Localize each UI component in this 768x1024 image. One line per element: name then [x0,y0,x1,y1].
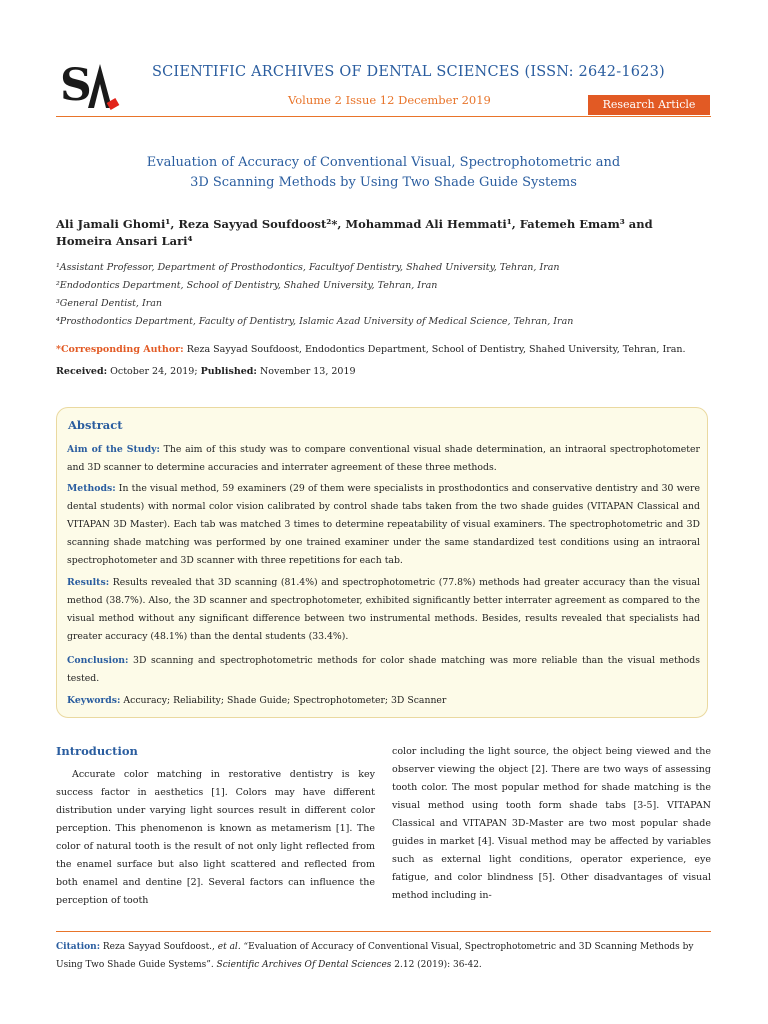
section-heading-introduction: Introduction [56,744,138,758]
abstract-conclusion [67,652,700,688]
abstract-keywords [67,692,700,710]
conclusion-text: 3D scanning and spectrophotometric methods for color shade matching was more reliable than the visual methods tested. [67,655,700,684]
abstract-methods [67,480,700,570]
abstract-aim [67,441,700,477]
methods-text: In the visual method, 59 examiners (29 of them were specialists in prosthodontics and conservative dentistry and 30 were dental students) with normal color vision calibrated by control shade tabs taken from the two shade guides (VITAPAN Classical and VITAPAN 3D Master). Each tab was matched 3 times to determine repeatability of visual examiners. The spectrophotometric and 3D scanning shade matching was performed by one trained examiner under the same standardized test conditions using an intraoral spectrophotometer and 3D scanner with three repetitions for each tab. [67,483,700,566]
article-type-badge: Research Article [588,95,710,115]
citation-label: Citation: [56,942,101,952]
published-date: November 13, 2019 [256,366,356,377]
methods-label: Methods: [67,483,116,494]
aim-text: The aim of this study was to compare conventional visual shade determination, an intraoral spectrophotometer and 3D scanner to determine accuracies and interrater agreement of these three methods. [67,444,700,473]
citation-authors: Reza Sayyad Soufdoost., [100,942,218,952]
author-list: Ali Jamali Ghomi¹, Reza Sayyad Soufdoost²*, Mohammad Ali Hemmati¹, Fatemeh Emam³ and Homeira Ansari Lari⁴ [56,217,653,248]
results-label: Results: [67,577,110,588]
citation-etal: et al. [217,942,241,952]
corresponding-author [56,344,716,355]
corresponding-label: *Corresponding Author: [56,344,184,355]
citation-journal: Scientific Archives Of Dental Sciences [216,960,392,970]
received-date: October 24, 2019; [107,366,201,377]
affiliation: ³General Dentist, Iran [56,298,163,309]
header-divider [56,116,711,117]
published-label: Published: [200,366,257,377]
paper-title-line: 3D Scanning Methods by Using Two Shade Guide Systems [190,175,577,190]
svg-text:S: S [60,60,92,111]
citation [56,938,716,974]
conclusion-label: Conclusion: [67,655,129,666]
footer-divider [56,931,711,932]
keywords-label: Keywords: [67,695,121,706]
citation-reference: 2.12 (2019): 36-42. [391,960,482,970]
keywords-text: Accuracy; Reliability; Shade Guide; Spectrophotometer; 3D Scanner [120,695,447,706]
paper-title-line: Evaluation of Accuracy of Conventional Visual, Spectrophotometric and [146,155,621,170]
affiliations [56,262,711,334]
corresponding-text: Reza Sayyad Soufdoost, Endodontics Department, School of Dentistry, Shahed University, Tehran, Iran. [183,344,686,355]
paper-title [56,153,711,193]
abstract-heading: Abstract [68,418,123,432]
affiliation: ¹Assistant Professor, Department of Prosthodontics, Facultyof Dentistry, Shahed University, Tehran, Iran [56,262,560,273]
received-label: Received: [56,366,108,377]
journal-title: SCIENTIFIC ARCHIVES OF DENTAL SCIENCES (ISSN: 2642-1623) [152,64,665,80]
citation-title: “Evaluation of Accuracy of Conventional Visual, Spectrophotometric and 3D Scanning Methods by Using Two Shade Guide Systems”. [56,942,694,970]
results-text: Results revealed that 3D scanning (81.4%) and spectrophotometric (77.8%) methods had greater accuracy than the visual method (38.7%). Also, the 3D scanner and spectrophotometer, exhibited significantly better interrater agreement as compared to the visual method without any significant difference between two instrumental methods. Besides, results revealed that specialists had greater accuracy (48.1%) than the dental students (33.4%). [67,577,700,642]
aim-label: Aim of the Study: [67,444,160,455]
affiliation: ⁴Prosthodontics Department, Faculty of Dentistry, Islamic Azad University of Medical Science, Tehran, Iran [56,316,574,327]
abstract-results [67,574,700,646]
volume-issue: Volume 2 Issue 12 December 2019 [288,93,491,107]
body-column-right: color including the light source, the object being viewed and the observer viewing the object [2]. There are two ways of assessing tooth color. The most popular method for shade matching is the visual method using tooth form shade tabs [3-5]. VITAPAN Classical and VITAPAN 3D-Master are two most popular shade guides in market [4]. Visual method may be affected by variables such as external light conditions, operator experience, eye fatigue, and color blindness [5]. Other disadvantages of visual method including in- [392,746,711,901]
body-column-left: Accurate color matching in restorative dentistry is key success factor in aesthetics [1]. Colors may have different distribution under varying light sources result in different color perception. This phenomenon is known as metamerism [1]. The color of natural tooth is the result of not only light reflected from the enamel surface but also light scattered and reflected from both enamel and dentine [2]. Several factors can influence the perception of tooth [56,769,375,906]
article-dates [56,366,356,377]
journal-logo [58,58,122,114]
affiliation: ²Endodontics Department, School of Dentistry, Shahed University, Tehran, Iran [56,280,438,291]
